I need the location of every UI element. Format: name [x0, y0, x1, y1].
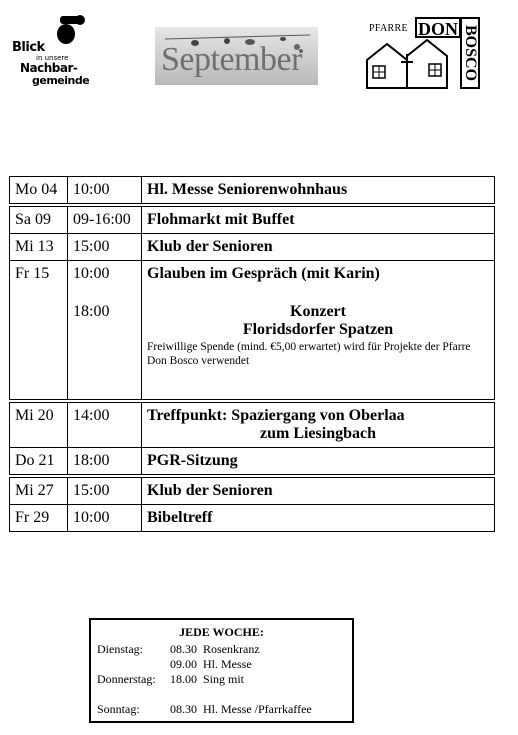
logo-nachbargemeinde [10, 14, 96, 86]
table-row [10, 261, 495, 400]
weekly-row [97, 642, 260, 657]
event-cell: Klub der Senioren [142, 478, 495, 505]
time-cell: 10:00 [68, 177, 142, 204]
day-cell: Fr 29 [10, 505, 68, 532]
weekly-text: Sing mit [203, 672, 245, 686]
logo-text-don: DON [415, 17, 461, 38]
time-cell [68, 261, 142, 400]
logo-pfarre-don-bosco [365, 16, 481, 90]
weekly-text: Rosenkranz [203, 642, 260, 656]
table-row [10, 448, 495, 475]
logo-text-nachbar: Nachbar- [20, 61, 78, 75]
event-line-1: Treffpunkt: Spaziergang von Oberlaa [147, 407, 405, 424]
logo-text-gemeinde: gemeinde [32, 74, 90, 87]
table-row [10, 505, 495, 532]
weekly-row [97, 702, 312, 717]
logo-text-in-unsere: in unsere [36, 54, 69, 62]
day-cell: Do 21 [10, 448, 68, 475]
event-cell: Hl. Messe Seniorenwohnhaus [142, 177, 495, 204]
weekly-text: Hl. Messe /Pfarrkaffee [203, 702, 312, 716]
time-first: 10:00 [73, 265, 110, 282]
weekly-time: 08.30 [170, 642, 197, 656]
event-cell: Bibeltreff [142, 505, 495, 532]
binoculars-figure-icon [46, 14, 86, 44]
logo-text-blick: Blick [12, 40, 45, 55]
month-banner [155, 27, 318, 85]
logo-text-pfarre: PFARRE [369, 23, 408, 34]
day-cell: Mi 20 [10, 403, 68, 448]
weekly-day-label: Dienstag: [97, 642, 143, 656]
concert-title: Konzert [290, 303, 346, 320]
weekly-time: 18.00 [170, 672, 197, 686]
time-cell: 09-16:00 [68, 207, 142, 234]
weekly-title: JEDE WOCHE: [179, 625, 264, 639]
event-line-2: zum Liesingbach [259, 425, 376, 442]
weekly-time: 09.00 [170, 657, 197, 671]
day-cell: Mo 04 [10, 177, 68, 204]
table-row [10, 478, 495, 505]
concert-note: Freiwillige Spende (mind. €5,00 erwartet) wird für Projekte der Pfarre Don Bosco verwendet [147, 341, 471, 367]
time-cell: 15:00 [68, 478, 142, 505]
event-cell [142, 261, 495, 400]
time-cell: 14:00 [68, 403, 142, 448]
day-cell: Mi 13 [10, 234, 68, 261]
time-cell: 18:00 [68, 448, 142, 475]
weekly-time: 08.30 [170, 702, 197, 716]
logo-text-bosco-box [460, 17, 480, 89]
time-cell: 10:00 [68, 505, 142, 532]
event-first: Glauben im Gespräch (mit Karin) [147, 265, 380, 282]
weekly-day-label: Sonntag: [97, 702, 140, 716]
table-row [10, 234, 495, 261]
weekly-row [97, 672, 244, 687]
weekly-text: Hl. Messe [203, 657, 252, 671]
month-title: September [161, 41, 302, 78]
weekly-box [89, 618, 354, 723]
church-building-icon [365, 34, 461, 90]
event-cell: PGR-Sitzung [142, 448, 495, 475]
table-row [10, 177, 495, 204]
weekly-day-label: Donnerstag: [97, 672, 156, 686]
logo-text-bosco: BOSCO [462, 24, 479, 82]
event-cell: Flohmarkt mit Buffet [142, 207, 495, 234]
event-cell [142, 403, 495, 448]
concert-subtitle: Floridsdorfer Spatzen [242, 321, 394, 338]
day-cell: Mi 27 [10, 478, 68, 505]
time-second: 18:00 [73, 303, 110, 320]
table-row [10, 403, 495, 448]
table-row [10, 207, 495, 234]
schedule-table [9, 176, 495, 532]
day-cell: Sa 09 [10, 207, 68, 234]
time-cell: 15:00 [68, 234, 142, 261]
weekly-row [97, 657, 252, 672]
event-cell: Klub der Senioren [142, 234, 495, 261]
day-cell: Fr 15 [10, 261, 68, 400]
